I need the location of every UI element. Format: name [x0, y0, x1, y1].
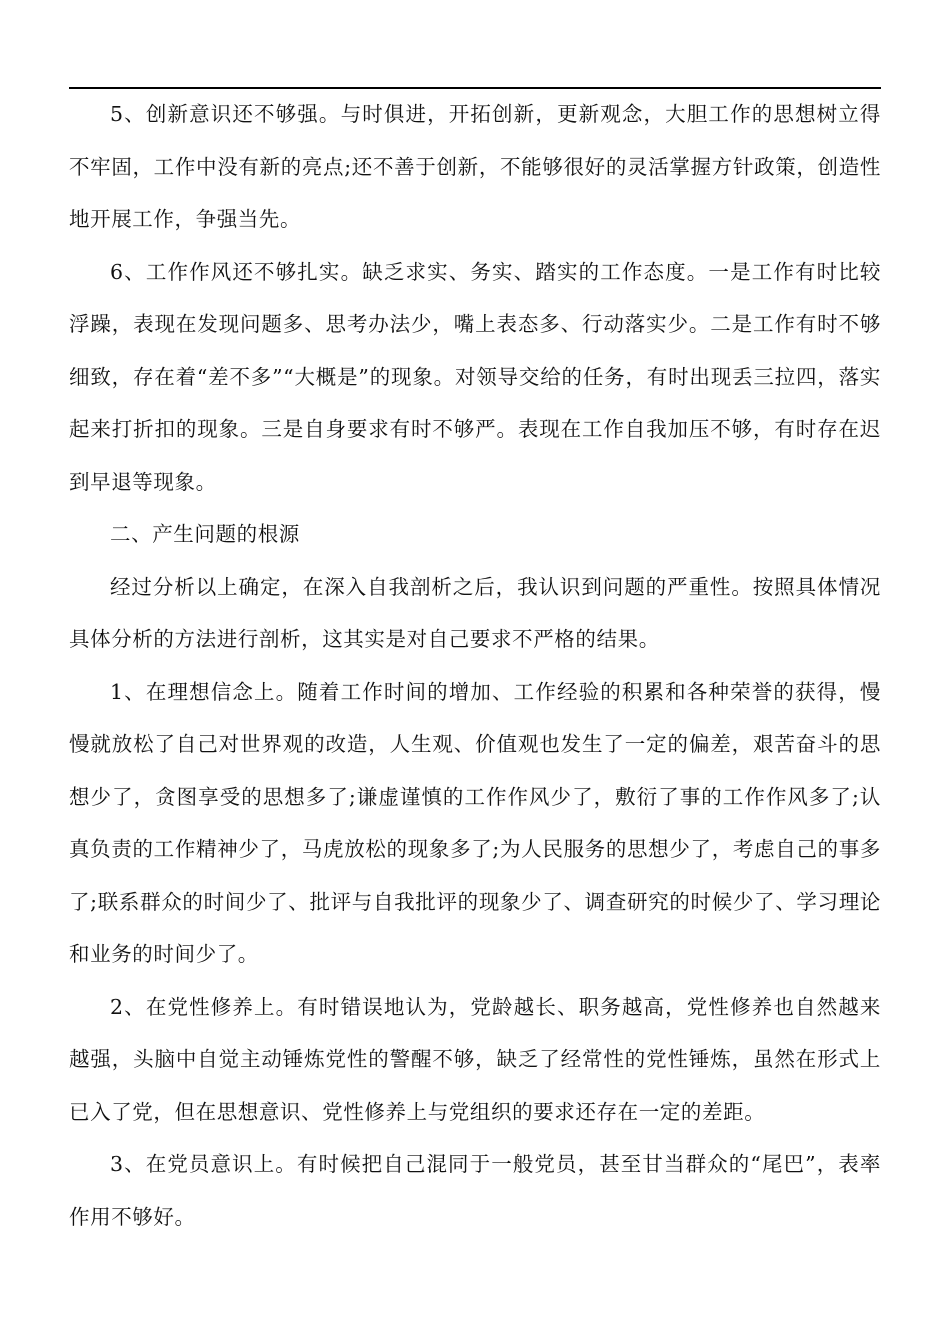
paragraph-party-cultivation: 2、在党性修养上。有时错误地认为，党龄越长、职务越高，党性修养也自然越来越强，头脑中自觉主动锤炼党性的警醒不够，缺乏了经常性的党性锤炼，虽然在形式上已入了党，但在思想意识、党性修养上与党组织的要求还存在一定的差距。: [69, 994, 881, 1124]
paragraph-member-awareness: 3、在党员意识上。有时候把自己混同于一般党员，甚至甘当群众的“尾巴”，表率作用不够好。: [69, 1152, 881, 1229]
paragraph-ideals-beliefs: 1、在理想信念上。随着工作时间的增加、工作经验的积累和各种荣誉的获得，慢慢就放松了自己对世界观的改造，人生观、价值观也发生了一定的偏差，艰苦奋斗的思想少了，贪图享受的思想多了;谦虚谨慎的工作作风少了，敷衍了事的工作作风多了;认真负责的工作精神少了，马虎放松的现象多了;为人民服务的思想少了，考虑自己的事多了;联系群众的时间少了、批评与自我批评的现象少了、调查研究的时候少了、学习理论和业务的时间少了。: [69, 679, 881, 966]
document-body: [69, 88, 881, 1243]
section-heading-root-causes: 二、产生问题的根源: [110, 522, 300, 546]
paragraph-analysis-intro: 经过分析以上确定，在深入自我剖析之后，我认识到问题的严重性。按照具体情况具体分析的方法进行剖析，这其实是对自己要求不严格的结果。: [69, 574, 881, 651]
paragraph-innovation-awareness: 5、创新意识还不够强。与时俱进，开拓创新，更新观念，大胆工作的思想树立得不牢固，工作中没有新的亮点;还不善于创新，不能够很好的灵活掌握方针政策，创造性地开展工作，争强当先。: [69, 102, 881, 231]
paragraph-work-style: 6、工作作风还不够扎实。缺乏求实、务实、踏实的工作态度。一是工作有时比较浮躁，表现在发现问题多、思考办法少，嘴上表态多、行动落实少。二是工作有时不够细致，存在着“差不多”“大概是”的现象。对领导交给的任务，有时出现丢三拉四，落实起来打折扣的现象。三是自身要求有时不够严。表现在工作自我加压不够，有时存在迟到早退等现象。: [69, 259, 881, 494]
